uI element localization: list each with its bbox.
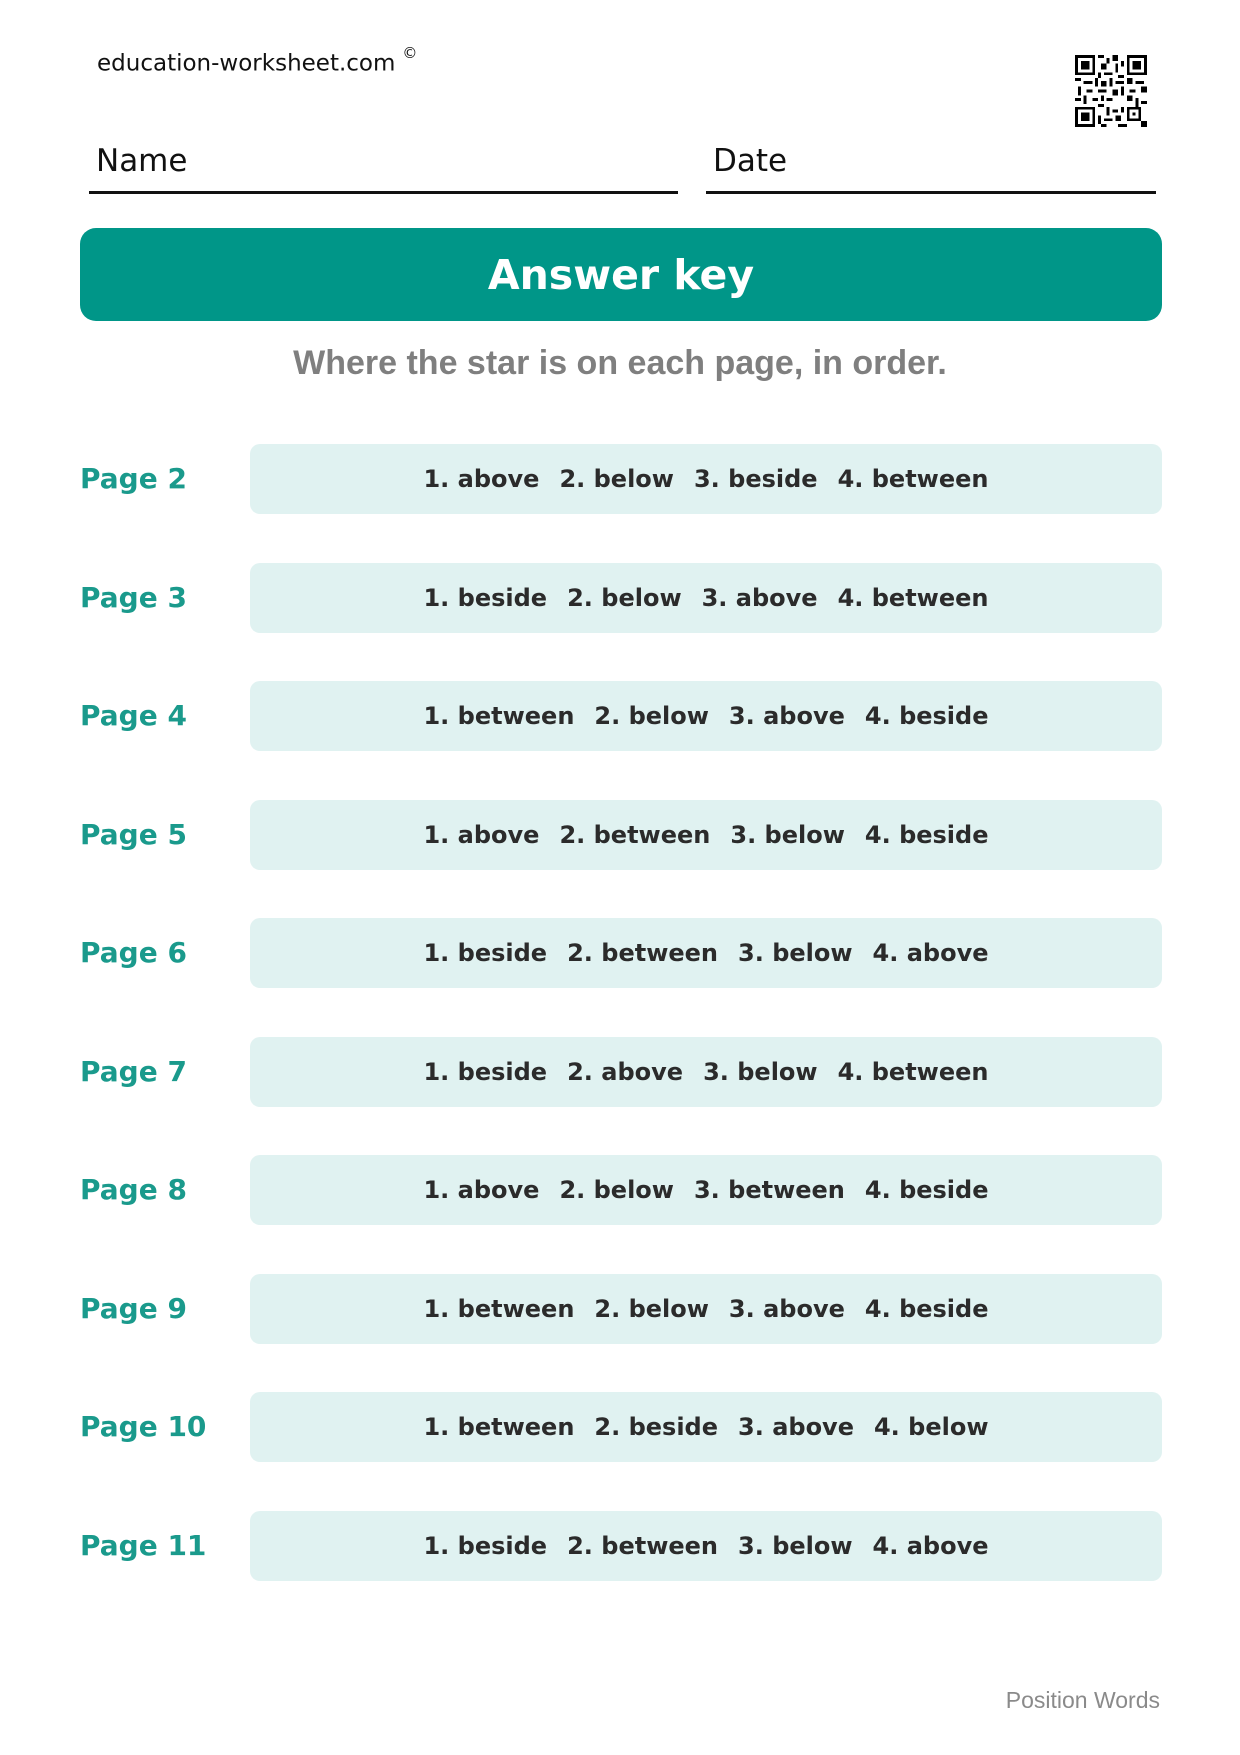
- answer-item: 4. below: [873, 1413, 989, 1441]
- answer-item: 1. above: [423, 465, 540, 493]
- answer-box: [250, 918, 1162, 988]
- answer-row: [80, 1274, 1162, 1344]
- answer-row: [80, 1155, 1162, 1225]
- answer-item: 2. below: [567, 584, 682, 612]
- answer-item: 3. beside: [693, 465, 818, 493]
- answer-item: 1. beside: [423, 1058, 548, 1086]
- page-label: Page 3: [80, 581, 187, 614]
- answer-item: 4. above: [872, 939, 989, 967]
- answer-item: 3. above: [728, 702, 845, 730]
- answer-row: [80, 918, 1162, 988]
- answer-item: 2. between: [559, 821, 711, 849]
- banner-title: Answer key: [487, 250, 755, 299]
- site-name: [97, 44, 418, 77]
- answer-item: 4. between: [837, 1058, 989, 1086]
- answer-item: 1. beside: [423, 1532, 548, 1560]
- instructions: Where the star is on each page, in order.: [293, 344, 947, 382]
- answer-box: [250, 444, 1162, 514]
- answer-item: 1. above: [423, 1176, 540, 1204]
- page-label: Page 4: [80, 699, 187, 732]
- answer-item: 3. between: [693, 1176, 845, 1204]
- answer-item: 2. between: [567, 1532, 719, 1560]
- answer-item: 2. below: [559, 465, 674, 493]
- answer-row: [80, 800, 1162, 870]
- date-field[interactable]: [706, 140, 1156, 194]
- answer-box: [250, 563, 1162, 633]
- page-label: Page 6: [80, 936, 187, 969]
- answer-item: 1. between: [423, 1413, 575, 1441]
- answer-row: [80, 1037, 1162, 1107]
- page-label: Page 7: [80, 1055, 187, 1088]
- name-label: Name: [96, 143, 188, 179]
- answer-item: 2. below: [594, 1295, 709, 1323]
- page-label: Page 5: [80, 818, 187, 851]
- answer-row: [80, 1392, 1162, 1462]
- answer-item: 4. between: [837, 465, 989, 493]
- page-label: Page 11: [80, 1529, 207, 1562]
- answer-box: [250, 1392, 1162, 1462]
- answer-item: 3. below: [703, 1058, 818, 1086]
- answer-box: [250, 1037, 1162, 1107]
- answer-item: 4. above: [872, 1532, 989, 1560]
- worksheet-topic: Position Words: [1005, 1687, 1160, 1713]
- answer-item: 1. beside: [423, 939, 548, 967]
- date-label: Date: [713, 143, 788, 179]
- answer-item: 3. above: [728, 1295, 845, 1323]
- answer-box: [250, 1274, 1162, 1344]
- answer-item: 4. beside: [864, 1295, 989, 1323]
- answer-key-banner: [80, 228, 1162, 321]
- answer-item: 4. beside: [864, 702, 989, 730]
- answer-item: 3. below: [730, 821, 845, 849]
- page-label: Page 2: [80, 462, 187, 495]
- answer-item: 4. between: [837, 584, 989, 612]
- answer-box: [250, 681, 1162, 751]
- answer-item: 2. below: [559, 1176, 674, 1204]
- answer-item: 3. above: [738, 1413, 854, 1441]
- answer-item: 1. beside: [423, 584, 548, 612]
- answer-item: 3. below: [738, 939, 853, 967]
- answer-item: 2. below: [594, 702, 709, 730]
- answer-item: 1. between: [423, 702, 575, 730]
- answer-row: [80, 563, 1162, 633]
- site-url: education-worksheet.com: [97, 50, 396, 77]
- page-label: Page 8: [80, 1173, 187, 1206]
- page-label: Page 10: [80, 1410, 207, 1443]
- answer-item: 3. below: [738, 1532, 853, 1560]
- answer-box: [250, 1511, 1162, 1581]
- answer-item: 2. between: [567, 939, 719, 967]
- answer-item: 2. beside: [594, 1413, 719, 1441]
- answer-box: [250, 800, 1162, 870]
- answer-item: 1. above: [423, 821, 540, 849]
- name-field[interactable]: [89, 140, 678, 194]
- answer-item: 4. beside: [864, 1176, 989, 1204]
- answer-item: 4. beside: [864, 821, 989, 849]
- page-label: Page 9: [80, 1292, 187, 1325]
- answer-box: [250, 1155, 1162, 1225]
- copyright-mark: ©: [402, 44, 418, 62]
- answer-item: 3. above: [701, 584, 818, 612]
- answer-item: 2. above: [567, 1058, 684, 1086]
- answer-row: [80, 1511, 1162, 1581]
- answer-row: [80, 681, 1162, 751]
- answer-item: 1. between: [423, 1295, 575, 1323]
- answer-row: [80, 444, 1162, 514]
- qr-code-icon: [1075, 55, 1147, 127]
